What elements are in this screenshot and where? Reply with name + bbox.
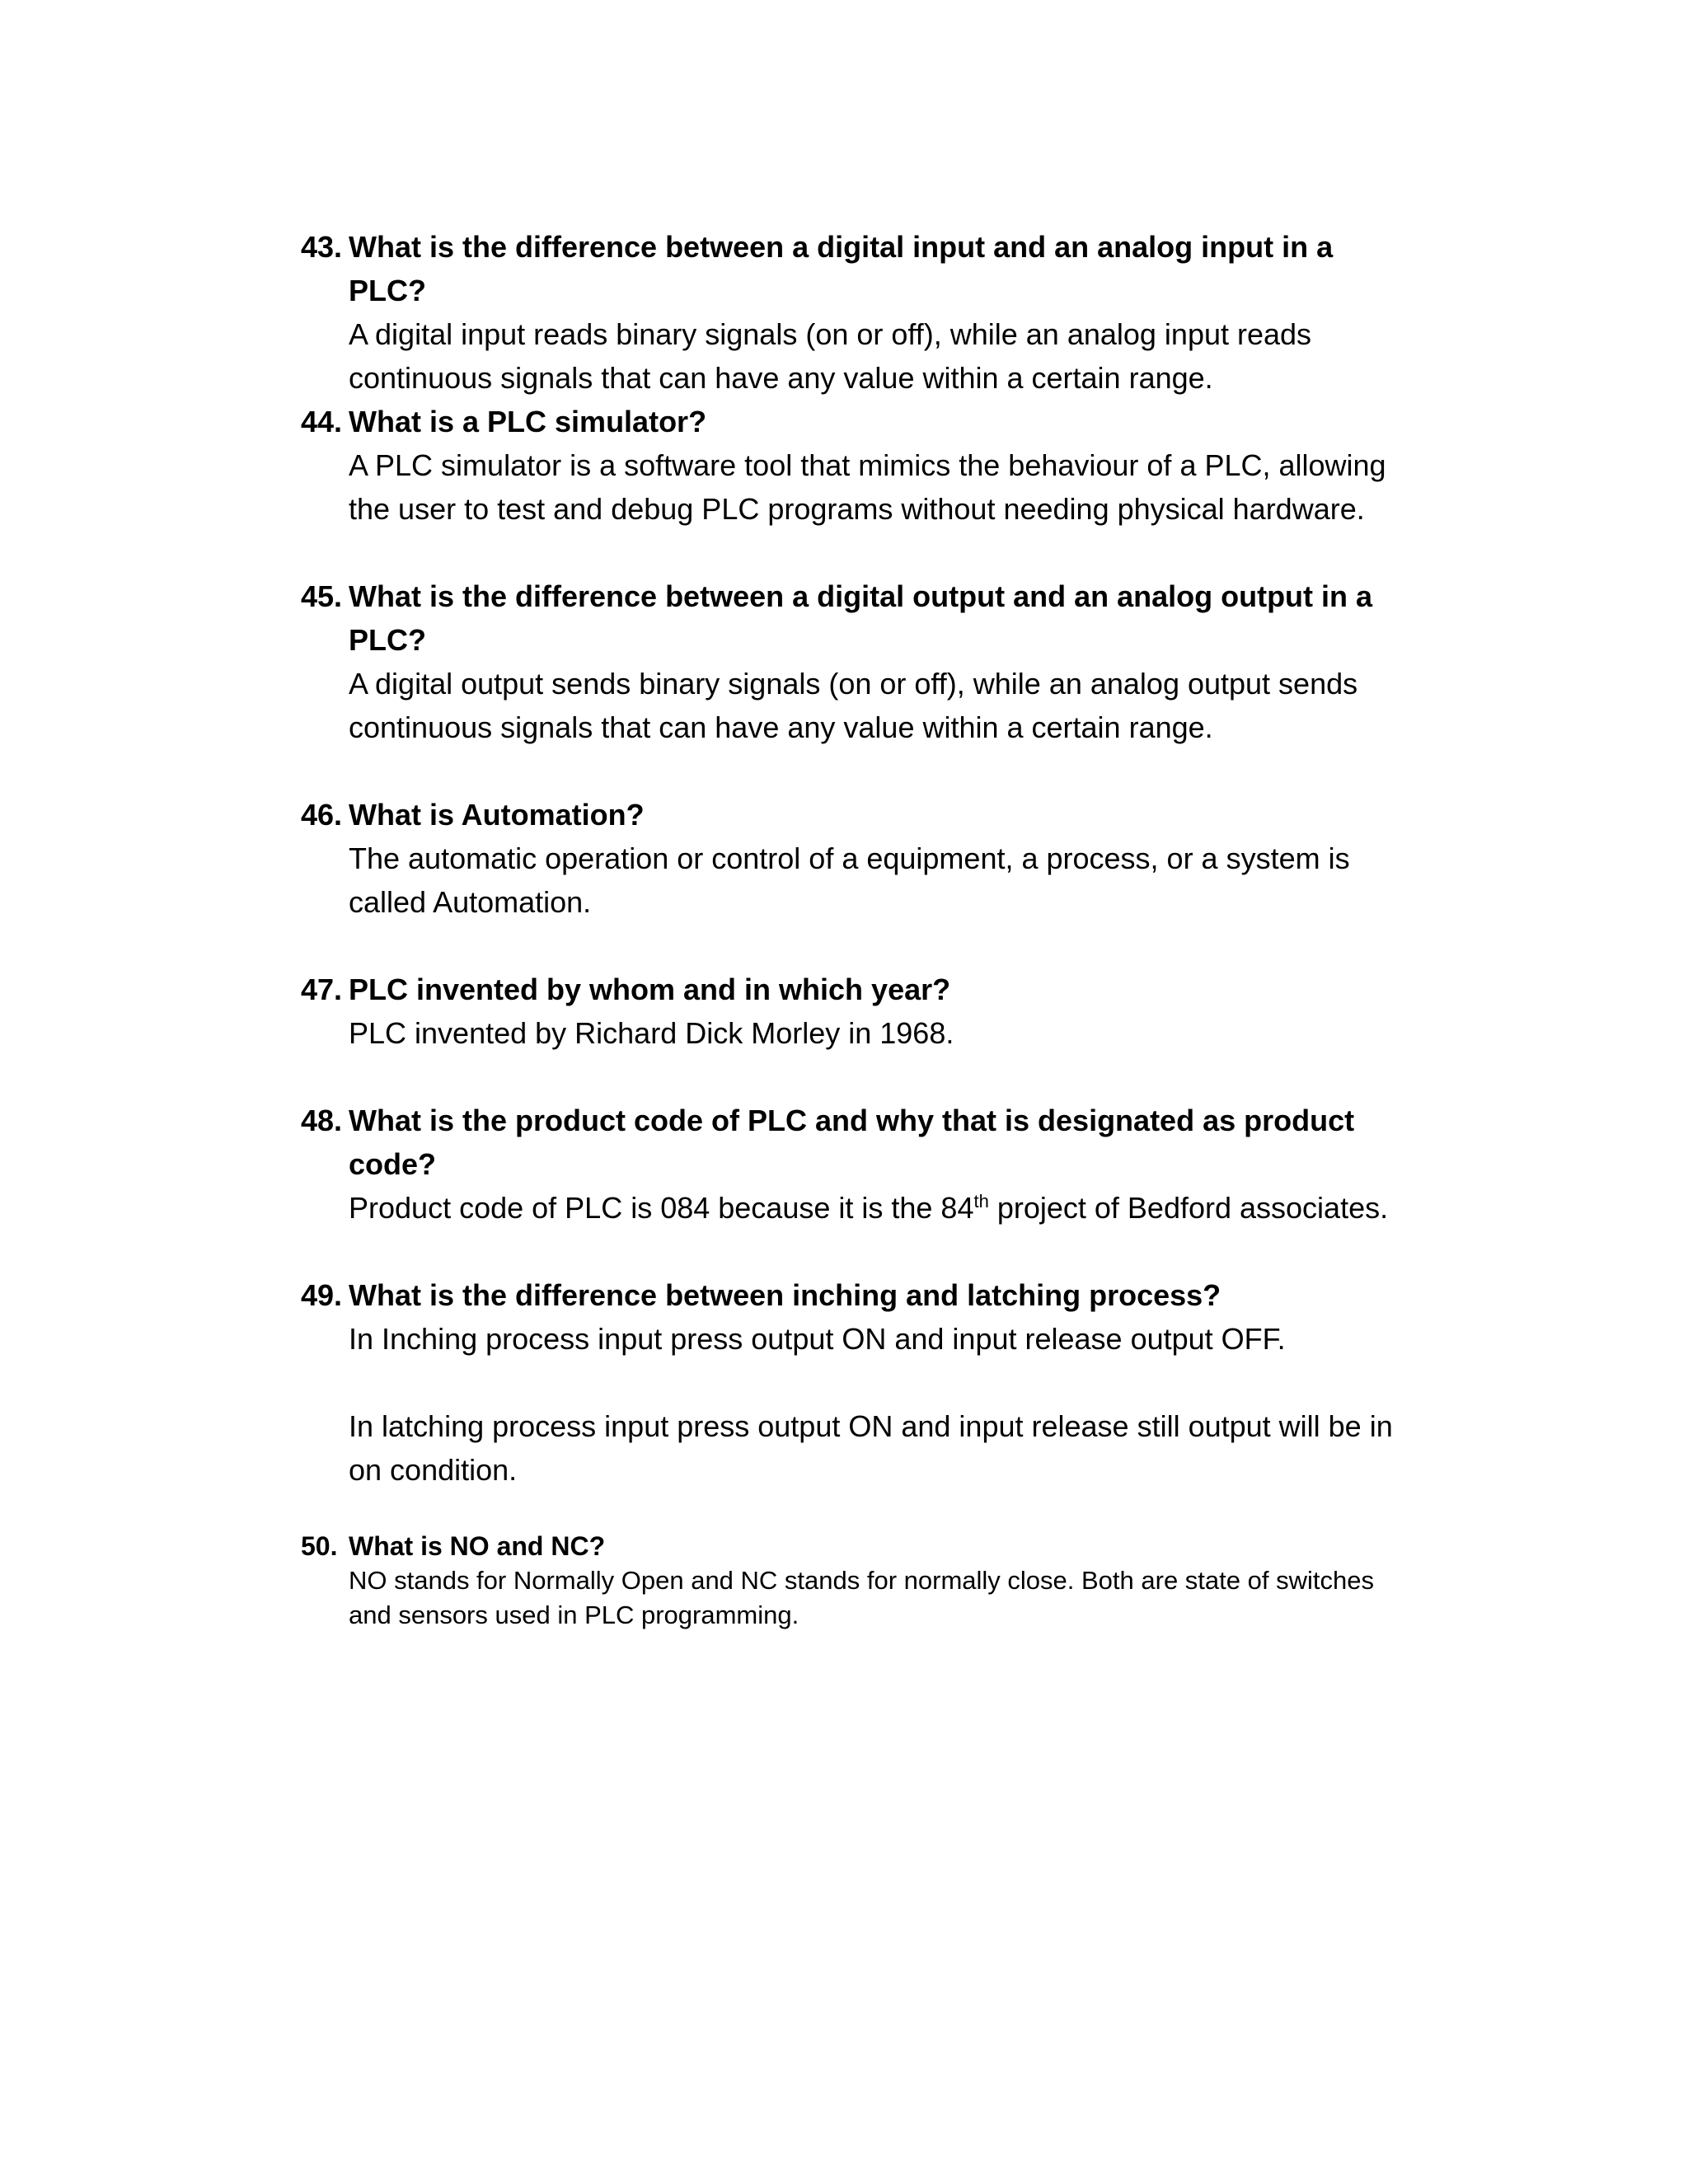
answer-text-part: project of Bedford associates. [988,1191,1389,1225]
answer-text: NO stands for Normally Open and NC stands for normally close. Both are state of switches and sensors used in PLC programming. [349,1566,1374,1629]
ordinal-suffix: th [973,1191,989,1212]
question-number: 47. [301,972,343,1006]
qa-body [349,574,1412,749]
question-text: What is the difference between inching and latching process? [349,1278,1221,1312]
question-text: What is the difference between a digital input and an analog input in a PLC? [349,230,1334,307]
question-number: 45. [301,579,343,613]
question-text: What is Automation? [349,798,645,832]
question-number: 43. [301,230,343,264]
qa-body [349,793,1412,924]
question-text: What is the difference between a digital output and an analog output in a PLC? [349,579,1373,657]
answer-text-part: Product code of PLC is 084 because it is the 84 [349,1191,974,1225]
question-number: 49. [301,1278,343,1312]
answer-text: The automatic operation or control of a equipment, a process, or a system is called Automation. [349,841,1350,919]
question-text: PLC invented by whom and in which year? [349,972,951,1006]
answer-text: A digital input reads binary signals (on or off), while an analog input reads continuous signals that can have any value within a certain range. [349,317,1312,395]
question-number: 44. [301,405,343,438]
question-text: What is NO and NC? [349,1531,606,1561]
answer-text: In latching process input press output ON and input release still output will be in on condition. [349,1409,1393,1487]
answer-text: A digital output sends binary signals (on or off), while an analog output sends continuous signals that can have any value within a certain range. [349,667,1358,744]
answer-text: In Inching process input press output ON and input release output OFF. [349,1322,1286,1356]
answer-text [349,1186,1412,1230]
answer-text: PLC invented by Richard Dick Morley in 1968. [349,1016,954,1050]
qa-body [349,400,1412,531]
question-text: What is a PLC simulator? [349,405,707,438]
qa-body [349,225,1412,400]
qa-body [349,1273,1412,1492]
qa-body [349,968,1412,1055]
question-text: What is the product code of PLC and why that is designated as product code? [349,1104,1355,1181]
qa-body [349,1529,1412,1633]
question-number: 48. [301,1104,343,1137]
answer-text: A PLC simulator is a software tool that mimics the behaviour of a PLC, allowing the user to test and debug PLC programs without needing physical hardware. [349,448,1386,526]
question-number: 46. [301,798,343,832]
question-number: 50. [301,1531,338,1561]
qa-body [349,1099,1412,1230]
